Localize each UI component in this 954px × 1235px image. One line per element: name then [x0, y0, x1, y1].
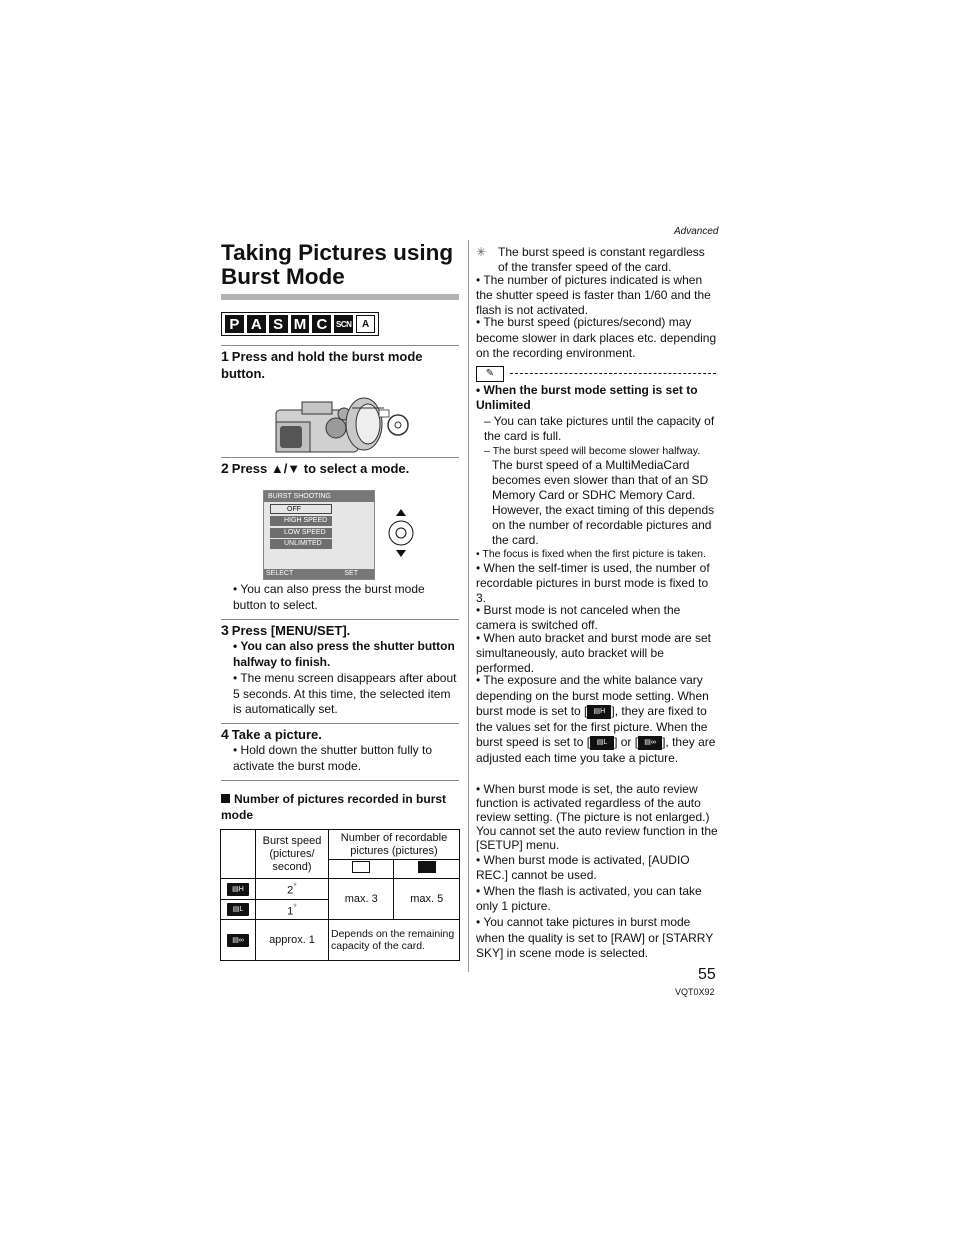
mode-auto-icon: A: [356, 315, 375, 333]
step-number: 3: [221, 622, 229, 638]
square-bullet-icon: [221, 794, 230, 803]
model-code: VQT0X92: [675, 987, 715, 997]
standard-quality-icon: [418, 861, 436, 873]
right-bullet-exposure: • The exposure and the white balance vary depending on the burst mode setting. When burst mode is set to [ ▤H ], they are fixed to the values set for the first picture. When the burst speed is set to [ ▤L ] or [ ▤∞ ], they are adjusted each time you take a picture.: [476, 673, 718, 767]
lcd-menu-item-low-speed[interactable]: LOW SPEED: [270, 528, 332, 538]
burst-low-icon: ▤L: [227, 903, 249, 916]
speed-unlimited: approx. 1: [256, 920, 329, 961]
step-1: [221, 348, 453, 382]
lcd-set-label: SET: [344, 570, 358, 577]
max-standard: max. 5: [394, 879, 460, 920]
step-text: Take a picture.: [231, 727, 322, 742]
step2-bullet: • You can also press the burst mode button to select.: [233, 582, 457, 613]
footnote: [476, 245, 716, 275]
page-title: Taking Pictures using Burst Mode: [221, 240, 454, 289]
burst-high-icon: ▤H: [587, 705, 611, 719]
burst-low-icon: ▤L: [590, 736, 614, 750]
right-bullet-auto-review: • When burst mode is set, the auto review function is activated regardless of the auto review setting. (The picture is not enlarged.) You cannot set the auto review function in the [SETUP] menu.: [476, 782, 718, 852]
divider: [221, 619, 459, 620]
step3-bullet-1: • You can also press the shutter button halfway to finish.: [233, 639, 457, 670]
section-label: Advanced: [674, 226, 719, 237]
right-bullet-focus: • The focus is fixed when the first picture is taken.: [476, 547, 718, 562]
table-corner: [221, 830, 256, 879]
note-separator: [476, 365, 716, 381]
page-number: 55: [698, 966, 716, 983]
mode-c-icon: C: [312, 315, 331, 333]
header-burst-speed: Burst speed (pictures/ second): [256, 830, 329, 879]
row-icon-high: [221, 879, 256, 900]
speed-high: 2*: [256, 879, 329, 900]
mode-p-icon: P: [225, 315, 244, 333]
note-sub-2-cont: The burst speed of a MultiMediaCard becomes even slower than that of an SD Memory Card or SDHC Memory Card. However, the exact timing of this depends on the number of recordable pictures and the card.: [492, 458, 715, 547]
speed-low: 1*: [256, 899, 329, 920]
table-heading-text: Number of pictures recorded in burst mode: [221, 792, 447, 822]
burst-high-icon: ▤H: [227, 883, 249, 896]
max-fine: max. 3: [329, 879, 394, 920]
burst-unlimited-icon: ▤∞: [638, 736, 662, 750]
camera-illustration: [272, 388, 414, 454]
note-heading: • When the burst mode setting is set to Unlimited: [476, 383, 718, 413]
lcd-menu-item-high-speed[interactable]: HIGH SPEED: [270, 516, 332, 526]
header-standard-quality: [394, 860, 460, 879]
header-recordable: Number of recordable pictures (pictures): [329, 830, 460, 860]
right-bullet-audio-rec: • When burst mode is activated, [AUDIO REC.] cannot be used.: [476, 853, 718, 882]
divider: [221, 457, 459, 458]
fine-quality-icon: [352, 861, 370, 873]
depends-cell: Depends on the remaining capacity of the card.: [329, 920, 460, 961]
right-bullet-self-timer: • When the self-timer is used, the number of recordable pictures in burst mode is fixed to 3.: [476, 561, 718, 606]
step4-bullet: • Hold down the shutter button fully to activate the burst mode.: [233, 743, 457, 774]
mode-m-icon: M: [291, 315, 310, 333]
mode-icons: [221, 312, 379, 336]
note-icon: ✎: [476, 366, 504, 382]
asterisk-icon: ✳: [476, 245, 487, 259]
right-bullet-flash: • When the flash is activated, you can take only 1 picture.: [476, 884, 718, 914]
burst-table: [220, 829, 460, 961]
lcd-menu-item-unlimited[interactable]: UNLIMITED: [270, 539, 332, 549]
dashed-line: [510, 373, 716, 374]
lcd-footer: [264, 569, 374, 579]
step-3: [221, 622, 453, 639]
lcd-menu-item-off[interactable]: OFF: [270, 504, 332, 514]
step-text: Press [MENU/SET].: [231, 623, 351, 638]
step3-bullet-2: • The menu screen disappears after about 5 seconds. At this time, the selected item is automatically set.: [233, 671, 457, 718]
right-bullet-not-canceled: • Burst mode is not canceled when the camera is switched off.: [476, 603, 718, 633]
step-number: 1: [221, 348, 229, 364]
mode-a-icon: A: [247, 315, 266, 333]
step-text: Press and hold the burst mode button.: [221, 349, 423, 381]
lcd-select-label: SELECT: [266, 570, 294, 577]
step-4: [221, 726, 453, 743]
divider: [221, 780, 459, 781]
step-number: 4: [221, 726, 229, 742]
lcd-burst-menu: [263, 490, 375, 580]
right-bullet-1: • The number of pictures indicated is when the shutter speed is faster than 1/60 and the flash is not activated.: [476, 273, 718, 318]
step-2: [221, 460, 453, 477]
cursor-buttons-icon: [386, 508, 416, 558]
divider: [221, 345, 459, 346]
title-underline: [221, 294, 459, 300]
table-heading: [221, 791, 459, 823]
column-divider: [468, 240, 469, 972]
step-text: Press ▲/▼ to select a mode.: [231, 461, 410, 476]
note-sub-1: – You can take pictures until the capacity of the card is full.: [484, 414, 715, 443]
burst-unlimited-icon: ▤∞: [227, 934, 249, 947]
right-bullet-raw: • You cannot take pictures in burst mode when the quality is set to [RAW] or [STARRY SKY] in scene mode is selected.: [476, 915, 718, 962]
footnote-text: The burst speed is constant regardless of the transfer speed of the card.: [498, 245, 705, 274]
right-bullet-auto-bracket: • When auto bracket and burst mode are set simultaneously, auto bracket will be performed.: [476, 631, 718, 676]
right-bullet-2: • The burst speed (pictures/second) may become slower in dark places etc. depending on the recording environment.: [476, 315, 718, 362]
lcd-menu-header: BURST SHOOTING: [264, 491, 374, 502]
header-fine-quality: [329, 860, 394, 879]
step-number: 2: [221, 460, 229, 476]
mode-s-icon: S: [269, 315, 288, 333]
row-icon-unlimited: [221, 920, 256, 961]
mode-scn-icon: SCN: [334, 315, 353, 333]
row-icon-low: [221, 899, 256, 920]
note-sub-2: – The burst speed will become slower halfway.: [484, 445, 701, 457]
divider: [221, 723, 459, 724]
